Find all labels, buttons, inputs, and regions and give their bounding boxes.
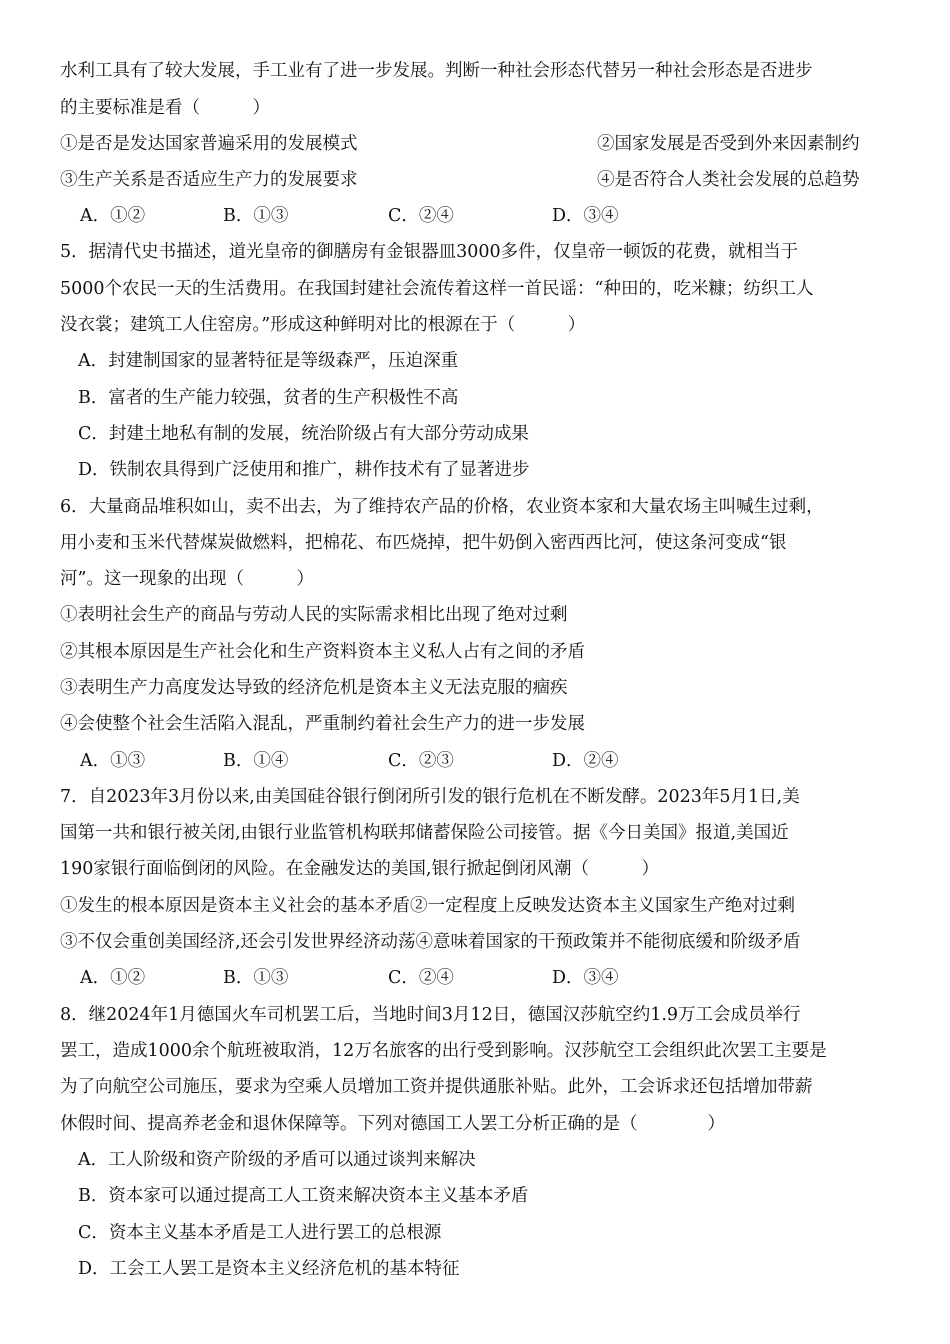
q8-stem-line-3: 为了向航空公司施压，要求为空乘人员增加工资并提供通胀补贴。此外，工会诉求还包括增加带薪 bbox=[60, 1077, 813, 1097]
q5-option-d[interactable]: D．铁制农具得到广泛使用和推广，耕作技术有了显著进步 bbox=[78, 460, 530, 480]
q8-option-c[interactable]: C．资本主义基本矛盾是工人进行罢工的总根源 bbox=[78, 1223, 442, 1243]
q8-option-a[interactable]: A．工人阶级和资产阶级的矛盾可以通过谈判来解决 bbox=[78, 1150, 476, 1170]
q5-option-a[interactable]: A．封建制国家的显著特征是等级森严，压迫深重 bbox=[78, 351, 459, 371]
q5-stem-line-1: 5．据清代史书描述，道光皇帝的御膳房有金银器皿3000多件，仅皇帝一顿饭的花费，就相当于 bbox=[60, 242, 799, 262]
q4-item-4: ④是否符合人类社会发展的总趋势 bbox=[597, 170, 860, 190]
q7-stem-line-1: 7．自2023年3月份以来,由美国硅谷银行倒闭所引发的银行危机在不断发酵。2023年5月1日,美 bbox=[60, 787, 800, 807]
q4-item-row-2 bbox=[60, 168, 860, 192]
q6-choice-c[interactable]: C．②③ bbox=[388, 751, 454, 771]
q5-stem-line-2: 5000个农民一天的生活费用。在我国封建社会流传着这样一首民谣：“种田的，吃米糠；纺织工人 bbox=[60, 279, 814, 299]
q4-choice-d[interactable]: D．③④ bbox=[552, 206, 619, 226]
q8-option-d[interactable]: D．工会工人罢工是资本主义经济危机的基本特征 bbox=[78, 1259, 460, 1279]
q6-stem-line-3: 河”。这一现象的出现（ ） bbox=[60, 569, 314, 589]
q6-item-4: ④会使整个社会生活陷入混乱，严重制约着社会生产力的进一步发展 bbox=[60, 714, 585, 734]
q4-stem-line-1: 水利工具有了较大发展，手工业有了进一步发展。判断一种社会形态代替另一种社会形态是否进步 bbox=[60, 61, 813, 81]
q8-stem-line-4: 休假时间、提高养老金和退休保障等。下列对德国工人罢工分析正确的是（ ） bbox=[60, 1114, 725, 1134]
q6-choice-d[interactable]: D．②④ bbox=[552, 751, 619, 771]
q5-option-b[interactable]: B．富者的生产能力较强，贫者的生产积极性不高 bbox=[78, 388, 459, 408]
q4-item-2: ②国家发展是否受到外来因素制约 bbox=[597, 134, 860, 154]
q8-stem-line-1: 8．继2024年1月德国火车司机罢工后，当地时间3月12日，德国汉莎航空约1.9万工会成员举行 bbox=[60, 1005, 801, 1025]
q4-item-1: ①是否是发达国家普遍采用的发展模式 bbox=[60, 134, 358, 154]
q7-choice-c[interactable]: C．②④ bbox=[388, 968, 454, 988]
q6-stem-line-1: 6．大量商品堆积如山，卖不出去，为了维持农产品的价格，农业资本家和大量农场主叫喊生过剩， bbox=[60, 497, 824, 517]
q4-choice-c[interactable]: C．②④ bbox=[388, 206, 454, 226]
q6-stem-line-2: 用小麦和玉米代替煤炭做燃料，把棉花、布匹烧掉，把牛奶倒入密西西比河，使这条河变成“银 bbox=[60, 533, 787, 553]
q4-choice-b[interactable]: B．①③ bbox=[223, 206, 289, 226]
q7-stem-line-2: 国第一共和银行被关闭,由银行业监管机构联邦储蓄保险公司接管。据《今日美国》报道,美国近 bbox=[60, 823, 789, 843]
q5-stem-line-3: 没衣裳；建筑工人住窑房。”形成这种鲜明对比的根源在于（ ） bbox=[60, 315, 586, 335]
q7-stem-line-3: 190家银行面临倒闭的风险。在金融发达的美国,银行掀起倒闭风潮（ ） bbox=[60, 859, 659, 879]
q4-stem-line-2: 的主要标准是看（ ） bbox=[60, 98, 270, 118]
q7-choice-a[interactable]: A．①② bbox=[80, 968, 146, 988]
q5-option-c[interactable]: C．封建土地私有制的发展，统治阶级占有大部分劳动成果 bbox=[78, 424, 529, 444]
q4-item-3: ③生产关系是否适应生产力的发展要求 bbox=[60, 170, 358, 190]
q4-choice-a[interactable]: A．①② bbox=[80, 206, 146, 226]
q6-item-3: ③表明生产力高度发达导致的经济危机是资本主义无法克服的痼疾 bbox=[60, 678, 568, 698]
q7-choice-d[interactable]: D．③④ bbox=[552, 968, 619, 988]
q6-choice-b[interactable]: B．①④ bbox=[223, 751, 289, 771]
q8-option-b[interactable]: B．资本家可以通过提高工人工资来解决资本主义基本矛盾 bbox=[78, 1186, 529, 1206]
q6-item-2: ②其根本原因是生产社会化和生产资料资本主义私人占有之间的矛盾 bbox=[60, 642, 585, 662]
q7-items-row-2: ③不仅会重创美国经济,还会引发世界经济动荡④意味着国家的干预政策并不能彻底缓和阶级矛盾 bbox=[60, 932, 801, 952]
q4-item-row-1 bbox=[60, 132, 860, 156]
q6-item-1: ①表明社会生产的商品与劳动人民的实际需求相比出现了绝对过剩 bbox=[60, 605, 568, 625]
q7-choice-b[interactable]: B．①③ bbox=[223, 968, 289, 988]
q6-choice-a[interactable]: A．①③ bbox=[80, 751, 146, 771]
q7-items-row-1: ①发生的根本原因是资本主义社会的基本矛盾②一定程度上反映发达资本主义国家生产绝对过剩 bbox=[60, 896, 795, 916]
q8-stem-line-2: 罢工，造成1000余个航班被取消，12万名旅客的出行受到影响。汉莎航空工会组织此次罢工主要是 bbox=[60, 1041, 827, 1061]
